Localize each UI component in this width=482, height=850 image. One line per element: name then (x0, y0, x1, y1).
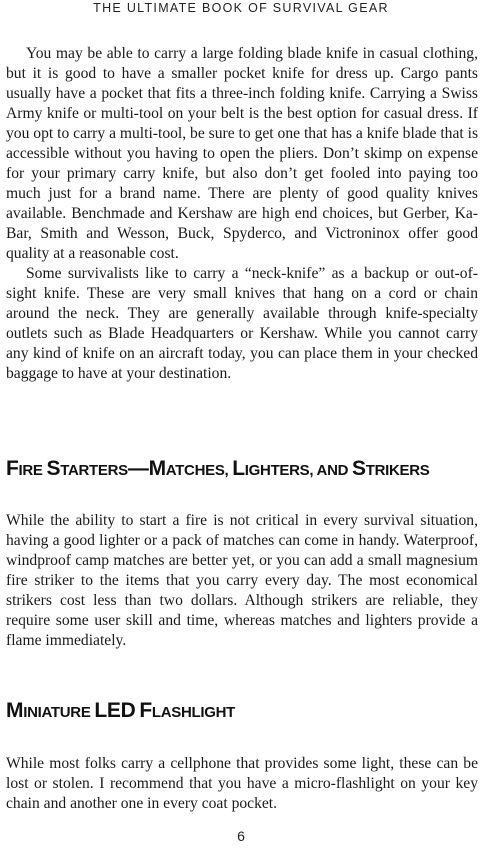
paragraph-neck-knife: Some survivalists like to carry a “neck-knife” as a backup or out-of-sight knife. These are very small knives that hang on a cord or chain around the neck. They are generally available through knife-specialty outlets such as Blade Headquarters or Kershaw. While you cannot carry any kind of knife on an aircraft today, you can place them in your checked baggage to have at your destination. (6, 265, 478, 382)
led-section-text (6, 754, 478, 814)
page-number: 6 (237, 828, 245, 844)
knife-section-text (6, 44, 478, 384)
paragraph-knife-carry: You may be able to carry a large folding blade knife in casual clothing, but it is good to have a smaller pocket knife for dress up. Cargo pants usually have a pocket that fits a three-inch folding knife. Carrying a Swiss Army knife or multi-tool on your belt is the best option for casual dress. If you opt to carry a multi-tool, be sure to get one that has a knife blade that is accessible without you having to open the pliers. Don’t skimp on expense for your primary carry knife, but also don’t get fooled into paying too much just for a brand name. There are plenty of good quality knives available. Benchmade and Kershaw are high end choices, but Gerber, Ka-Bar, Smith and Wesson, Buck, Spyderco, and Victroninox offer good quality at a reasonable cost. (6, 45, 479, 262)
heading-fire-starters: FIRE STARTERS—MATCHES, LIGHTERS, AND STRIKERS (6, 457, 430, 480)
heading-led-flashlight: MINIATURE LED FLASHLIGHT (6, 699, 236, 722)
fire-section-text (6, 511, 478, 651)
paragraph-fire-starters: While the ability to start a fire is not critical in every survival situation, having a good lighter or a pack of matches can come in handy. Waterproof, windproof camp matches are better yet, or you can add a small magnesium fire striker to the items that you carry every day. The most economical strikers cost less than two dollars. Although strikers are reliable, they require some user skill and time, whereas matches and lighters provide a flame immediately. (6, 512, 478, 649)
running-head: THE ULTIMATE BOOK OF SURVIVAL GEAR (93, 1, 389, 15)
paragraph-led-flashlight: While most folks carry a cellphone that provides some light, these can be lost or stolen. I recommend that you have a micro-flashlight on your key chain and another one in every coat pocket. (6, 755, 478, 812)
